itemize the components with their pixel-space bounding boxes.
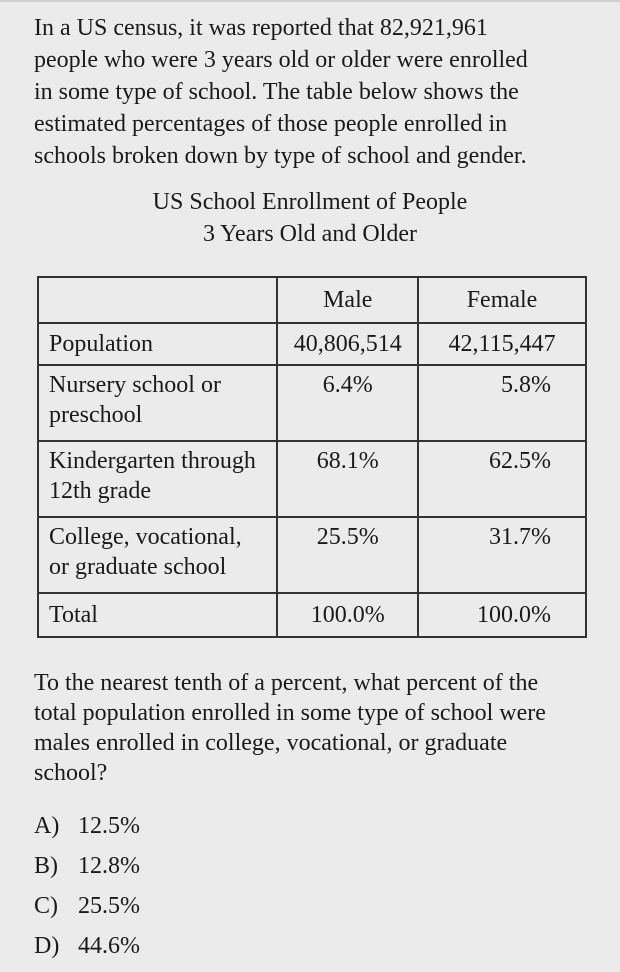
table-title-line: US School Enrollment of People xyxy=(152,189,468,215)
male-value: 68.1% xyxy=(277,441,418,517)
female-value: 5.8% xyxy=(418,365,586,441)
question-line: total population enrolled in some type of school were xyxy=(34,700,546,726)
choice-text: 12.5% xyxy=(78,813,140,839)
choice-b[interactable] xyxy=(34,846,140,886)
male-value: 40,806,514 xyxy=(277,323,418,365)
choice-c[interactable] xyxy=(34,886,140,926)
male-value: 100.0% xyxy=(277,593,418,637)
female-value: 62.5% xyxy=(418,441,586,517)
choice-text: 44.6% xyxy=(78,933,140,959)
header-empty-cell xyxy=(38,277,277,323)
choice-text: 25.5% xyxy=(78,893,140,919)
table-row-total xyxy=(38,593,586,637)
row-label-line: Nursery school or xyxy=(49,372,221,398)
row-label xyxy=(38,517,277,593)
answer-choices xyxy=(34,806,140,966)
choice-text: 12.8% xyxy=(78,853,140,879)
female-value: 42,115,447 xyxy=(418,323,586,365)
row-label: Population xyxy=(38,323,277,365)
question-line: school? xyxy=(34,760,108,786)
row-label: Total xyxy=(38,593,277,637)
enrollment-table xyxy=(37,276,587,638)
choice-a[interactable] xyxy=(34,806,140,846)
row-label xyxy=(38,441,277,517)
table-title-line: 3 Years Old and Older xyxy=(203,221,417,247)
question-line: males enrolled in college, vocational, or graduate xyxy=(34,730,508,756)
male-value: 25.5% xyxy=(277,517,418,593)
choice-letter: D) xyxy=(34,933,60,959)
table-header-row xyxy=(38,277,586,323)
choice-d[interactable] xyxy=(34,926,140,966)
header-female: Female xyxy=(418,277,586,323)
table-row xyxy=(38,365,586,441)
row-label-line: College, vocational, xyxy=(49,524,242,550)
question-line: To the nearest tenth of a percent, what percent of the xyxy=(34,670,539,696)
intro-line: In a US census, it was reported that 82,921,961 xyxy=(34,15,488,41)
table-title xyxy=(0,186,620,250)
table-row xyxy=(38,441,586,517)
header-male: Male xyxy=(277,277,418,323)
table-row xyxy=(38,517,586,593)
intro-line: in some type of school. The table below shows the xyxy=(34,79,519,105)
intro-line: people who were 3 years old or older were enrolled xyxy=(34,47,528,73)
female-value: 100.0% xyxy=(418,593,586,637)
question-text xyxy=(34,668,604,788)
table-row xyxy=(38,323,586,365)
intro-line: schools broken down by type of school and gender. xyxy=(34,143,527,169)
intro-paragraph xyxy=(34,12,594,172)
female-value: 31.7% xyxy=(418,517,586,593)
row-label xyxy=(38,365,277,441)
row-label-line: preschool xyxy=(49,402,143,428)
row-label-line: or graduate school xyxy=(49,554,227,580)
row-label-line: 12th grade xyxy=(49,478,151,504)
intro-line: estimated percentages of those people enrolled in xyxy=(34,111,508,137)
choice-letter: C) xyxy=(34,893,58,919)
choice-letter: A) xyxy=(34,813,60,839)
row-label-line: Kindergarten through xyxy=(49,448,256,474)
top-divider xyxy=(0,0,620,2)
choice-letter: B) xyxy=(34,853,58,879)
male-value: 6.4% xyxy=(277,365,418,441)
